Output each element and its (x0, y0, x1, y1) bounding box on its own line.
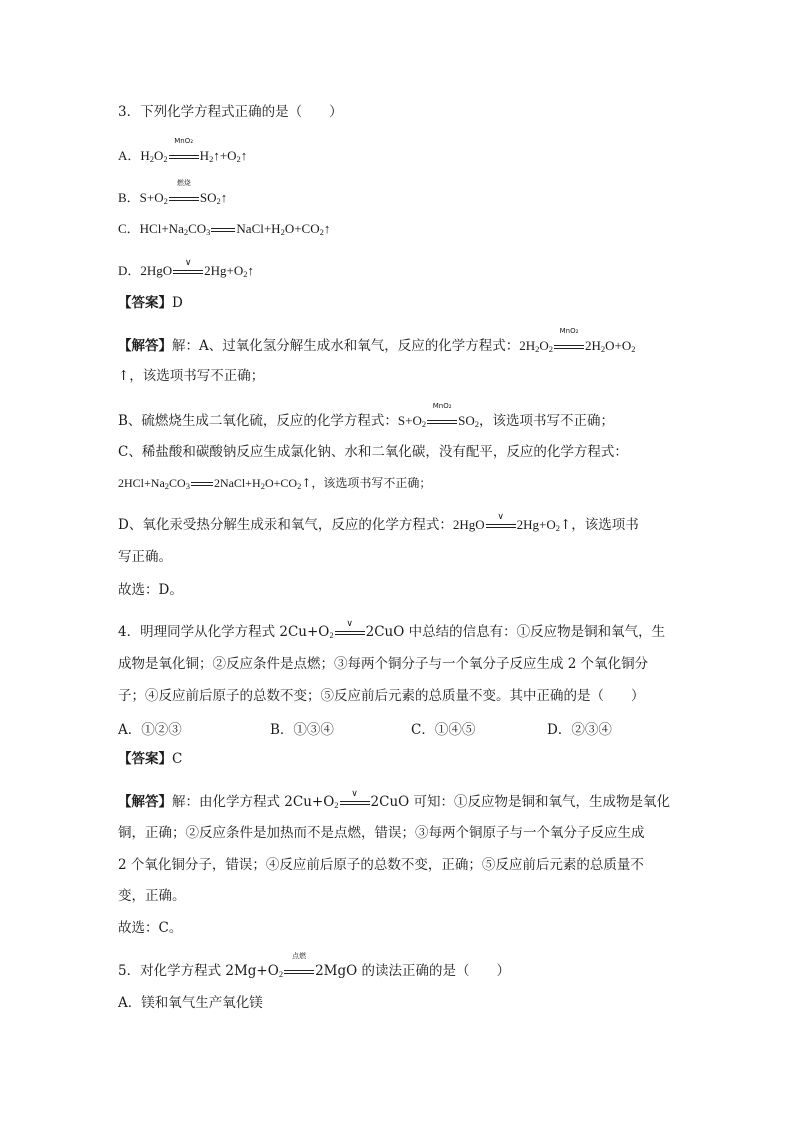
q3-option-b: B．$S+O_2$ 燃烧 $SO_2↑$ (118, 179, 228, 206)
q3-solution-c: C、稀盐酸和碳酸钠反应生成氯化钠、水和二氧化碳，没有配平，反应的化学方程式： (118, 444, 628, 460)
q3-solution-c-equation: $2HCl+Na_2CO_3$ $2NaCl+H_2O+CO_2↑$，该选项书写不正确； (118, 476, 432, 491)
equation-sign (210, 219, 236, 239)
equation-sign: 燃烧 (168, 188, 200, 208)
q3-solution-b: B、硫燃烧生成二氧化硫，反应的化学方程式：$S+O_2$ MnO₂ $SO_2$，该选项书写不正确； (118, 402, 614, 429)
q3-option-c: C．$HCl+Na_2CO_3$ $NaCl+H_2O+CO_2↑$ (118, 221, 331, 237)
q4-option-d: D．②③④ (547, 722, 612, 738)
q3-option-a: A．$H_2O_2$ MnO₂ $H_2↑+O_2↑$ (118, 137, 248, 164)
q4-option-a: A．①②③ (118, 722, 182, 738)
q4-answer: 【答案】C (118, 751, 183, 767)
q3-answer: 【答案】D (118, 295, 183, 311)
q3-solution-a: 【解答】解：A、过氧化氢分解生成水和氧气，反应的化学方程式：$2H_2O_2$ MnO₂ $2H_2O+O_2$ (118, 327, 636, 354)
equation-sign: MnO₂ (168, 146, 200, 166)
q4-choose: 故选：C。 (118, 920, 183, 936)
q4-solution-1: 【解答】解：由化学方程式 $2Cu+O_2$ ∨ 2CuO 可知：①反应物是铜和氧气，生成物是氧化 (118, 789, 671, 810)
q5-stem: 5．对化学方程式 $2Mg+O_2$ 点燃 2MgO 的读法正确的是（ ） (118, 952, 510, 979)
q5-option-a: A．镁和氧气生产氧化镁 (118, 995, 263, 1011)
q3-solution-d: D、氧化汞受热分解生成汞和氧气，反应的化学方程式：2HgO ∨ $2Hg+O_2↑$，该选项书 (118, 512, 639, 533)
q3-solution-a-cont: ↑，该选项书写不正确； (118, 368, 265, 384)
q4-stem-2: 成物是氧化铜；②反应条件是点燃；③每两个铜分子与一个氧分子反应生成 2 个氧化铜分 (118, 656, 649, 672)
q3-stem: 3．下列化学方程式正确的是（ ） (118, 104, 343, 120)
q4-solution-2: 铜，正确；②反应条件是加热而不是点燃，错误；③每两个铜原子与一个氧分子反应生成 (118, 825, 645, 841)
q4-option-b: B．①③④ (270, 722, 334, 738)
q4-stem-3: 子；④反应前后原子的总数不变；⑤反应前后元素的总质量不变。其中正确的是（ ） (118, 688, 645, 704)
q4-option-c: C．①④⑤ (411, 722, 476, 738)
q3-option-d: D．2HgO ∨ $2Hg+O_2↑$ (118, 258, 255, 279)
equation-sign: ∨ (172, 261, 204, 281)
q4-solution-3: 2 个氧化铜分子，错误；④反应前后原子的总数不变，正确；⑤反应前后元素的总质量不 (118, 857, 644, 873)
q4-stem-1: 4．明理同学从化学方程式 $2Cu+O_2$ ∨ 2CuO 中总结的信息有：①反应物是铜和氧气，生 (118, 619, 666, 640)
q3-choose: 故选：D。 (118, 582, 183, 598)
q4-solution-4: 变，正确。 (118, 888, 186, 904)
q3-solution-d-cont: 写正确。 (118, 549, 172, 565)
